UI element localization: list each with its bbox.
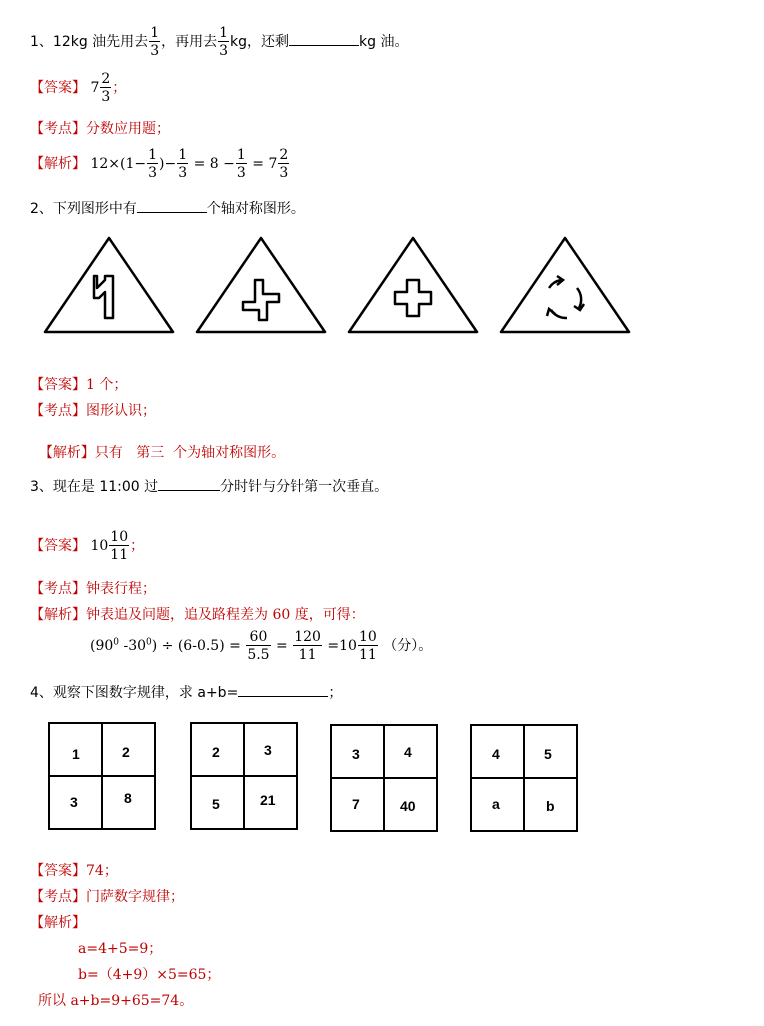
q3-number: 3、 — [30, 479, 53, 495]
grid-cell: 2 — [122, 744, 130, 760]
knowledge-label: 【考点】 — [30, 121, 86, 137]
q4-number: 4、 — [30, 685, 53, 701]
q3-answer-fraction: $\frac{10}{11}$ — [110, 529, 129, 563]
grid-cell: 3 — [70, 794, 78, 810]
grid-cell: 1 — [72, 746, 80, 762]
q4-knowledge-point: 【考点】门萨数字规律； — [30, 889, 184, 905]
q1-question: 1、12kg 油先用去 $\frac{1}{3}$ ，再用去 $\frac{1}{3}$ kg，还剩 kg 油。 — [30, 25, 409, 59]
q1-answer-fraction: $\frac{2}{3}$ — [101, 71, 111, 105]
explanation-label: 【解析】 — [30, 607, 86, 623]
q1-fraction-2: $\frac{1}{3}$ — [219, 25, 229, 59]
answer-label: 【答案】 — [30, 863, 86, 879]
q4-answer: 【答案】74； — [30, 863, 118, 879]
answer-label: 【答案】 — [30, 377, 86, 393]
q2-knowledge-point: 【考点】图形认识； — [30, 403, 156, 419]
grid-cell: 21 — [260, 792, 276, 808]
grid-cell: 4 — [404, 744, 412, 760]
knowledge-label: 【考点】 — [30, 889, 86, 905]
traffic-signs-figure — [40, 230, 640, 340]
q1-formula: 12×(1− $\frac{1}{3}$ )− $\frac{1}{3}$ = 8 − $\frac{1}{3}$ = 7 $\frac{2}{3}$ — [90, 147, 289, 181]
q4-explanation-line-2: b=（4+9）×5=65； — [78, 967, 221, 983]
q3-calculation: ($90^0$ $-30^0) \div (6-0.5)$ = $\frac{60}{5.5}$ = $\frac{120}{11}$ =10 $\frac{10}{11}$ （分）。 — [90, 629, 433, 663]
q2-answer: 【答案】1 个； — [30, 377, 128, 393]
sign-crossroad — [349, 238, 477, 332]
explanation-label: 【解析】 — [30, 156, 86, 172]
q3-answer: 【答案】 10 $\frac{10}{11}$ ； — [30, 529, 145, 563]
q1-fraction-1: $\frac{1}{3}$ — [150, 25, 160, 59]
sign-offset-crossroad — [197, 238, 325, 332]
knowledge-label: 【考点】 — [30, 581, 86, 597]
explanation-label: 【解析】 — [38, 445, 95, 461]
q2-explanation: 【解析】只有 第三 个为轴对称图形。 — [38, 445, 286, 461]
answer-label: 【答案】 — [30, 80, 86, 96]
q1-number: 1、 — [30, 34, 53, 50]
q3-question: 3、现在是 11:00 过 分时针与分针第一次垂直。 — [30, 479, 389, 495]
grid-cell: 5 — [212, 796, 220, 812]
q4-question: 4、观察下图数字规律，求 a+b= ； — [30, 685, 343, 701]
grid-cell: a — [492, 796, 500, 812]
knowledge-label: 【考点】 — [30, 403, 86, 419]
grid-cell: 2 — [212, 744, 220, 760]
number-grid-2 — [190, 722, 298, 830]
number-grid-4 — [470, 724, 578, 832]
sign-roundabout — [501, 238, 629, 332]
q4-explanation-label: 【解析】 — [30, 915, 86, 931]
q4-explanation-line-3: 所以 a+b=9+65=74。 — [38, 993, 194, 1009]
q2-number: 2、 — [30, 201, 53, 217]
q1-knowledge-point: 【考点】分数应用题； — [30, 121, 170, 137]
grid-cell: 7 — [352, 796, 360, 812]
grid-cell: 3 — [352, 746, 360, 762]
sign-t-junction — [45, 238, 173, 332]
grid-cell: 5 — [544, 746, 552, 762]
number-grid-3 — [330, 724, 438, 832]
grid-cell: 4 — [492, 746, 500, 762]
q3-answer-blank — [158, 489, 220, 491]
grid-cell: 3 — [264, 742, 272, 758]
answer-label: 【答案】 — [30, 538, 86, 554]
q1-answer-blank — [289, 44, 359, 46]
q2-answer-blank — [137, 211, 207, 213]
grid-cell: 8 — [124, 790, 132, 806]
q1-explanation — [30, 148, 290, 180]
q3-knowledge-point: 【考点】钟表行程； — [30, 581, 156, 597]
q4-answer-blank — [238, 695, 328, 697]
grid-cell: 40 — [400, 798, 416, 814]
number-grid-1 — [48, 722, 156, 830]
q4-explanation-line-1: a=4+5=9； — [78, 941, 163, 957]
grid-cell: b — [546, 798, 555, 814]
q3-explanation: 【解析】钟表追及问题，追及路程差为 60 度，可得： — [30, 607, 365, 623]
q2-question: 2、下列图形中有 个轴对称图形。 — [30, 201, 305, 217]
q1-answer: 【答案】 7 $\frac{2}{3}$ ； — [30, 71, 127, 105]
